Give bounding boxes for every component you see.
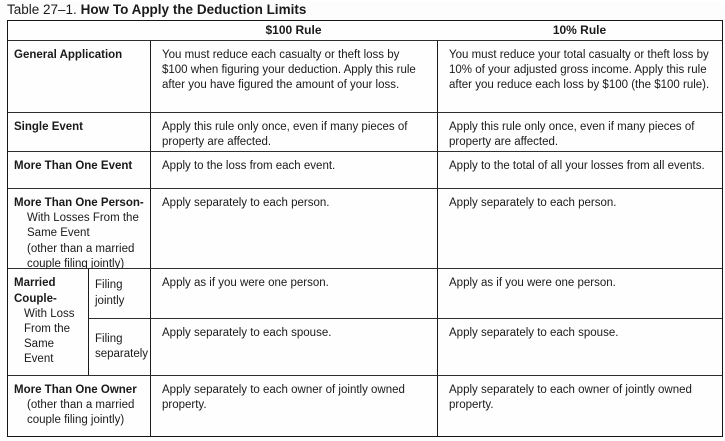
row-label-more-than-one-event	[8, 151, 150, 188]
cell-general-100-rule: You must reduce each casualty or theft loss by $100 when figuring your deduction. Apply this rule after you have figured the amount of your loss.	[150, 40, 437, 112]
header-empty-cell	[8, 21, 150, 40]
row-label-title: General Application	[14, 49, 123, 61]
row-label-subtitle: With Loss From the Same Event	[24, 307, 75, 366]
row-label-note: (other than a married couple filing jointly)	[27, 399, 135, 427]
cell-single-event-10-rule: Apply this rule only once, even if many pieces of property are affected.	[437, 112, 722, 151]
cell-multi-person-100-rule: Apply separately to each person.	[150, 188, 437, 268]
cell-multi-event-100-rule: Apply to the loss from each event.	[150, 151, 437, 188]
row-label-title: More Than One Person-	[14, 197, 144, 209]
table-number: Table 27–1.	[7, 2, 77, 17]
row-label-title: Married Couple-	[14, 277, 57, 305]
cell-multi-event-10-rule: Apply to the total of all your losses from all events.	[437, 151, 722, 188]
document-page	[0, 2, 725, 441]
deduction-limits-table	[7, 20, 723, 437]
cell-multi-owner-10-rule: Apply separately to each owner of jointly owned property.	[437, 375, 722, 436]
table-title	[7, 2, 725, 20]
row-label-title: More Than One Owner	[14, 384, 137, 396]
cell-filing-separately-100-rule: Apply separately to each spouse.	[150, 318, 437, 375]
header-10-percent-rule: 10% Rule	[552, 23, 607, 38]
row-label-single-event	[8, 112, 150, 151]
cell-multi-person-10-rule: Apply separately to each person.	[437, 188, 722, 268]
cell-general-10-rule: You must reduce your total casualty or theft loss by 10% of your adjusted gross income. Apply this rule after you reduce each loss by $100 (the $100 rule).	[437, 40, 722, 112]
row-label-subtitle: With Losses From the Same Event	[27, 212, 139, 240]
row-label-note: (other than a married couple filing jointly)	[27, 242, 135, 268]
cell-single-event-100-rule: Apply this rule only once, even if many pieces of property are affected.	[150, 112, 437, 151]
cell-filing-separately-10-rule: Apply separately to each spouse.	[437, 318, 722, 375]
sublabel-filing-separately: Filing separately	[88, 318, 150, 375]
row-label-married-couple	[8, 268, 88, 375]
table-title-text: How To Apply the Deduction Limits	[80, 2, 307, 17]
header-100-rule: $100 Rule	[265, 23, 322, 38]
cell-filing-jointly-100-rule: Apply as if you were one person.	[150, 268, 437, 318]
cell-multi-owner-100-rule: Apply separately to each owner of jointly owned property.	[150, 375, 437, 436]
row-label-more-than-one-owner	[8, 375, 150, 436]
cell-filing-jointly-10-rule: Apply as if you were one person.	[437, 268, 722, 318]
row-label-general-application	[8, 40, 150, 112]
row-label-more-than-one-person	[8, 188, 150, 268]
row-label-title: More Than One Event	[14, 160, 133, 172]
sublabel-filing-jointly: Filing jointly	[88, 268, 150, 318]
row-label-title: Single Event	[14, 121, 84, 133]
